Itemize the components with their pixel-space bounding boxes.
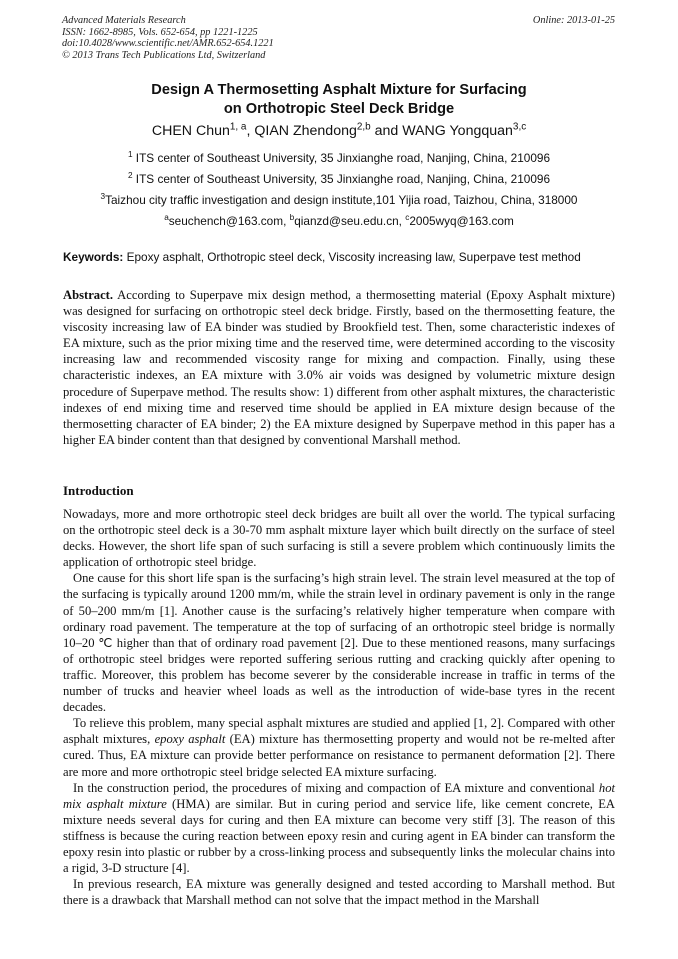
journal-header xyxy=(62,15,274,61)
doi-line: doi:10.4028/www.scientific.net/AMR.652-654.1221 xyxy=(62,38,274,50)
author-name: WANG Yongquan xyxy=(402,123,513,139)
email-sup: c xyxy=(405,213,410,223)
affiliation-3 xyxy=(40,193,638,207)
email-address[interactable]: qianzd@seu.edu.cn, xyxy=(294,214,406,228)
keywords-text: Epoxy asphalt, Orthotropic steel deck, Viscosity increasing law, Superpave test method xyxy=(123,250,581,264)
keywords xyxy=(63,250,623,264)
paragraph: In previous research, EA mixture was generally designed and tested according to Marshall method. But there is a drawback that Marshall method can not solve that the impact method in the Marshall xyxy=(63,877,615,908)
affiliation-sup: 3 xyxy=(100,192,106,202)
affiliation-sup: 1 xyxy=(127,150,133,160)
issn-line: ISSN: 1662-8985, Vols. 652-654, pp 1221-1225 xyxy=(62,26,258,38)
affiliation-sup: 2 xyxy=(127,171,133,181)
affiliation-2 xyxy=(40,172,638,186)
abstract-text: According to Superpave mix design method, a thermosetting material (Epoxy Asphalt mixture) was designed for surfacing on orthotropic steel deck bridge. Firstly, based on the thermosetting feature, the viscosity increasing law of EA binder was studied by Brookfield test. Then, some characteristic indexes of EA mixture, such as the prior mixing time and the reserved time, were determined according to the viscosity increasing law and recommended viscosity range for mixing and compaction. Finally, using these characteristic indexes, an EA mixture with 3.0% air voids was designed by volumetric mixture design procedure of Superpave method. The results show: 1) different from other asphalt mixtures, the characteristic indexes of end mixing time and reserved time should be applied in EA mixture design because of the thermosetting character of EA binder; 2) the EA mixture designed by Superpave method in this paper has a higher EA binder content than that designed by conventional Marshall method. xyxy=(63,288,615,447)
affiliation-text: Taizhou city traffic investigation and design institute,101 Yijia road, Taizhou, China, 318000 xyxy=(105,193,578,207)
journal-name: Advanced Materials Research xyxy=(62,15,186,26)
affiliation-1 xyxy=(40,151,638,165)
email-address[interactable]: 2005wyq@163.com xyxy=(409,214,514,228)
paragraph-text: To relieve this problem, many special asphalt mixtures are studied and applied [1, 2]. Compared with other asphalt mixtures, xyxy=(63,716,615,747)
introduction-body xyxy=(63,506,615,908)
online-date: Online: 2013-01-25 xyxy=(532,15,615,26)
email-list xyxy=(40,214,638,228)
paragraph xyxy=(63,715,615,779)
italic-term: hot mix asphalt mixture xyxy=(63,780,615,811)
paragraph: One cause for this short life span is the surfacing’s high strain level. The strain level measured at the top of the surfacing is typically around 1200 mm/m, while the strain level in ordinary pavement is only in the range of 50–200 mm/m [1]. Another cause is the surfacing’s relatively higher temperature when compare with ordinary road pavement. The temperature at the top of surfacing of an orthotropic steel bridge is normally 10–20 ℃ higher than that of ordinary road pavement [2]. Due to these mentioned reasons, many surfacings of orthotropic steel bridges were reported suffering serious rutting and cracking quickly after opening to traffic. Moreover, this problem has become severer by the considerable increase in traffic in terms of the number of trucks and heavier wheel loads as well as the introduction of wide-base tyres in the recent decades. xyxy=(63,571,615,715)
author-list xyxy=(40,123,638,139)
author-name: QIAN Zhendong xyxy=(254,123,357,139)
author-separator: , xyxy=(246,123,255,139)
italic-term: epoxy asphalt xyxy=(154,732,226,747)
affiliation-text: ITS center of Southeast University, 35 Jinxianghe road, Nanjing, China, 210096 xyxy=(132,172,551,186)
paper-title-line-1: Design A Thermosetting Asphalt Mixture for Surfacing xyxy=(151,82,527,98)
keywords-label: Keywords: xyxy=(63,250,124,264)
paragraph-text: In the construction period, the procedures of mixing and compaction of EA mixture and conventional xyxy=(73,780,599,795)
email-sup: b xyxy=(289,213,295,223)
author-sup: 2,b xyxy=(356,121,371,133)
affiliation-text: ITS center of Southeast University, 35 Jinxianghe road, Nanjing, China, 210096 xyxy=(132,151,551,165)
author-name: CHEN Chun xyxy=(151,123,230,139)
author-separator: and xyxy=(370,123,403,139)
abstract xyxy=(63,287,615,448)
author-sup: 1, a xyxy=(229,121,247,133)
section-heading-introduction: Introduction xyxy=(63,483,134,498)
paragraph-text: (HMA) are similar. But in curing period and service life, like cement concrete, EA mixture needs several days for curing and then EA mixture can become very stiff [3]. The reason of this stiffness is because the curing reaction between epoxy resin and curing agent in EA binder can transform the epoxy resin into plastic or rubber by a cross-linking process and subsequently links the molecular chains into a rigid, 3-D structure [4]. xyxy=(63,796,615,876)
email-address[interactable]: seuchench@163.com, xyxy=(168,214,290,228)
copyright-line: © 2013 Trans Tech Publications Ltd, Switzerland xyxy=(62,49,266,61)
paper-title-line-2: on Orthotropic Steel Deck Bridge xyxy=(223,101,455,117)
paragraph: Nowadays, more and more orthotropic steel deck bridges are built all over the world. The typical surfacing on the orthotropic steel deck is a 30-70 mm asphalt mixture layer which built directly on the surface of steel decks. However, the short life span of such surfacing is still a severe problem which continuously limits the application of orthotropic steel bridge. xyxy=(63,507,615,570)
paragraph-text: (EA) mixture has thermosetting property and would not be re-melted after cured. Thus, EA mixture can provide better performance on resistance to permanent deformation [2]. There are more and more orthotropic steel bridge selected EA mixture surfacing. xyxy=(63,732,615,779)
author-sup: 3,c xyxy=(512,121,527,133)
email-sup: a xyxy=(164,213,169,223)
abstract-label: Abstract. xyxy=(63,288,114,302)
paragraph xyxy=(63,780,615,877)
